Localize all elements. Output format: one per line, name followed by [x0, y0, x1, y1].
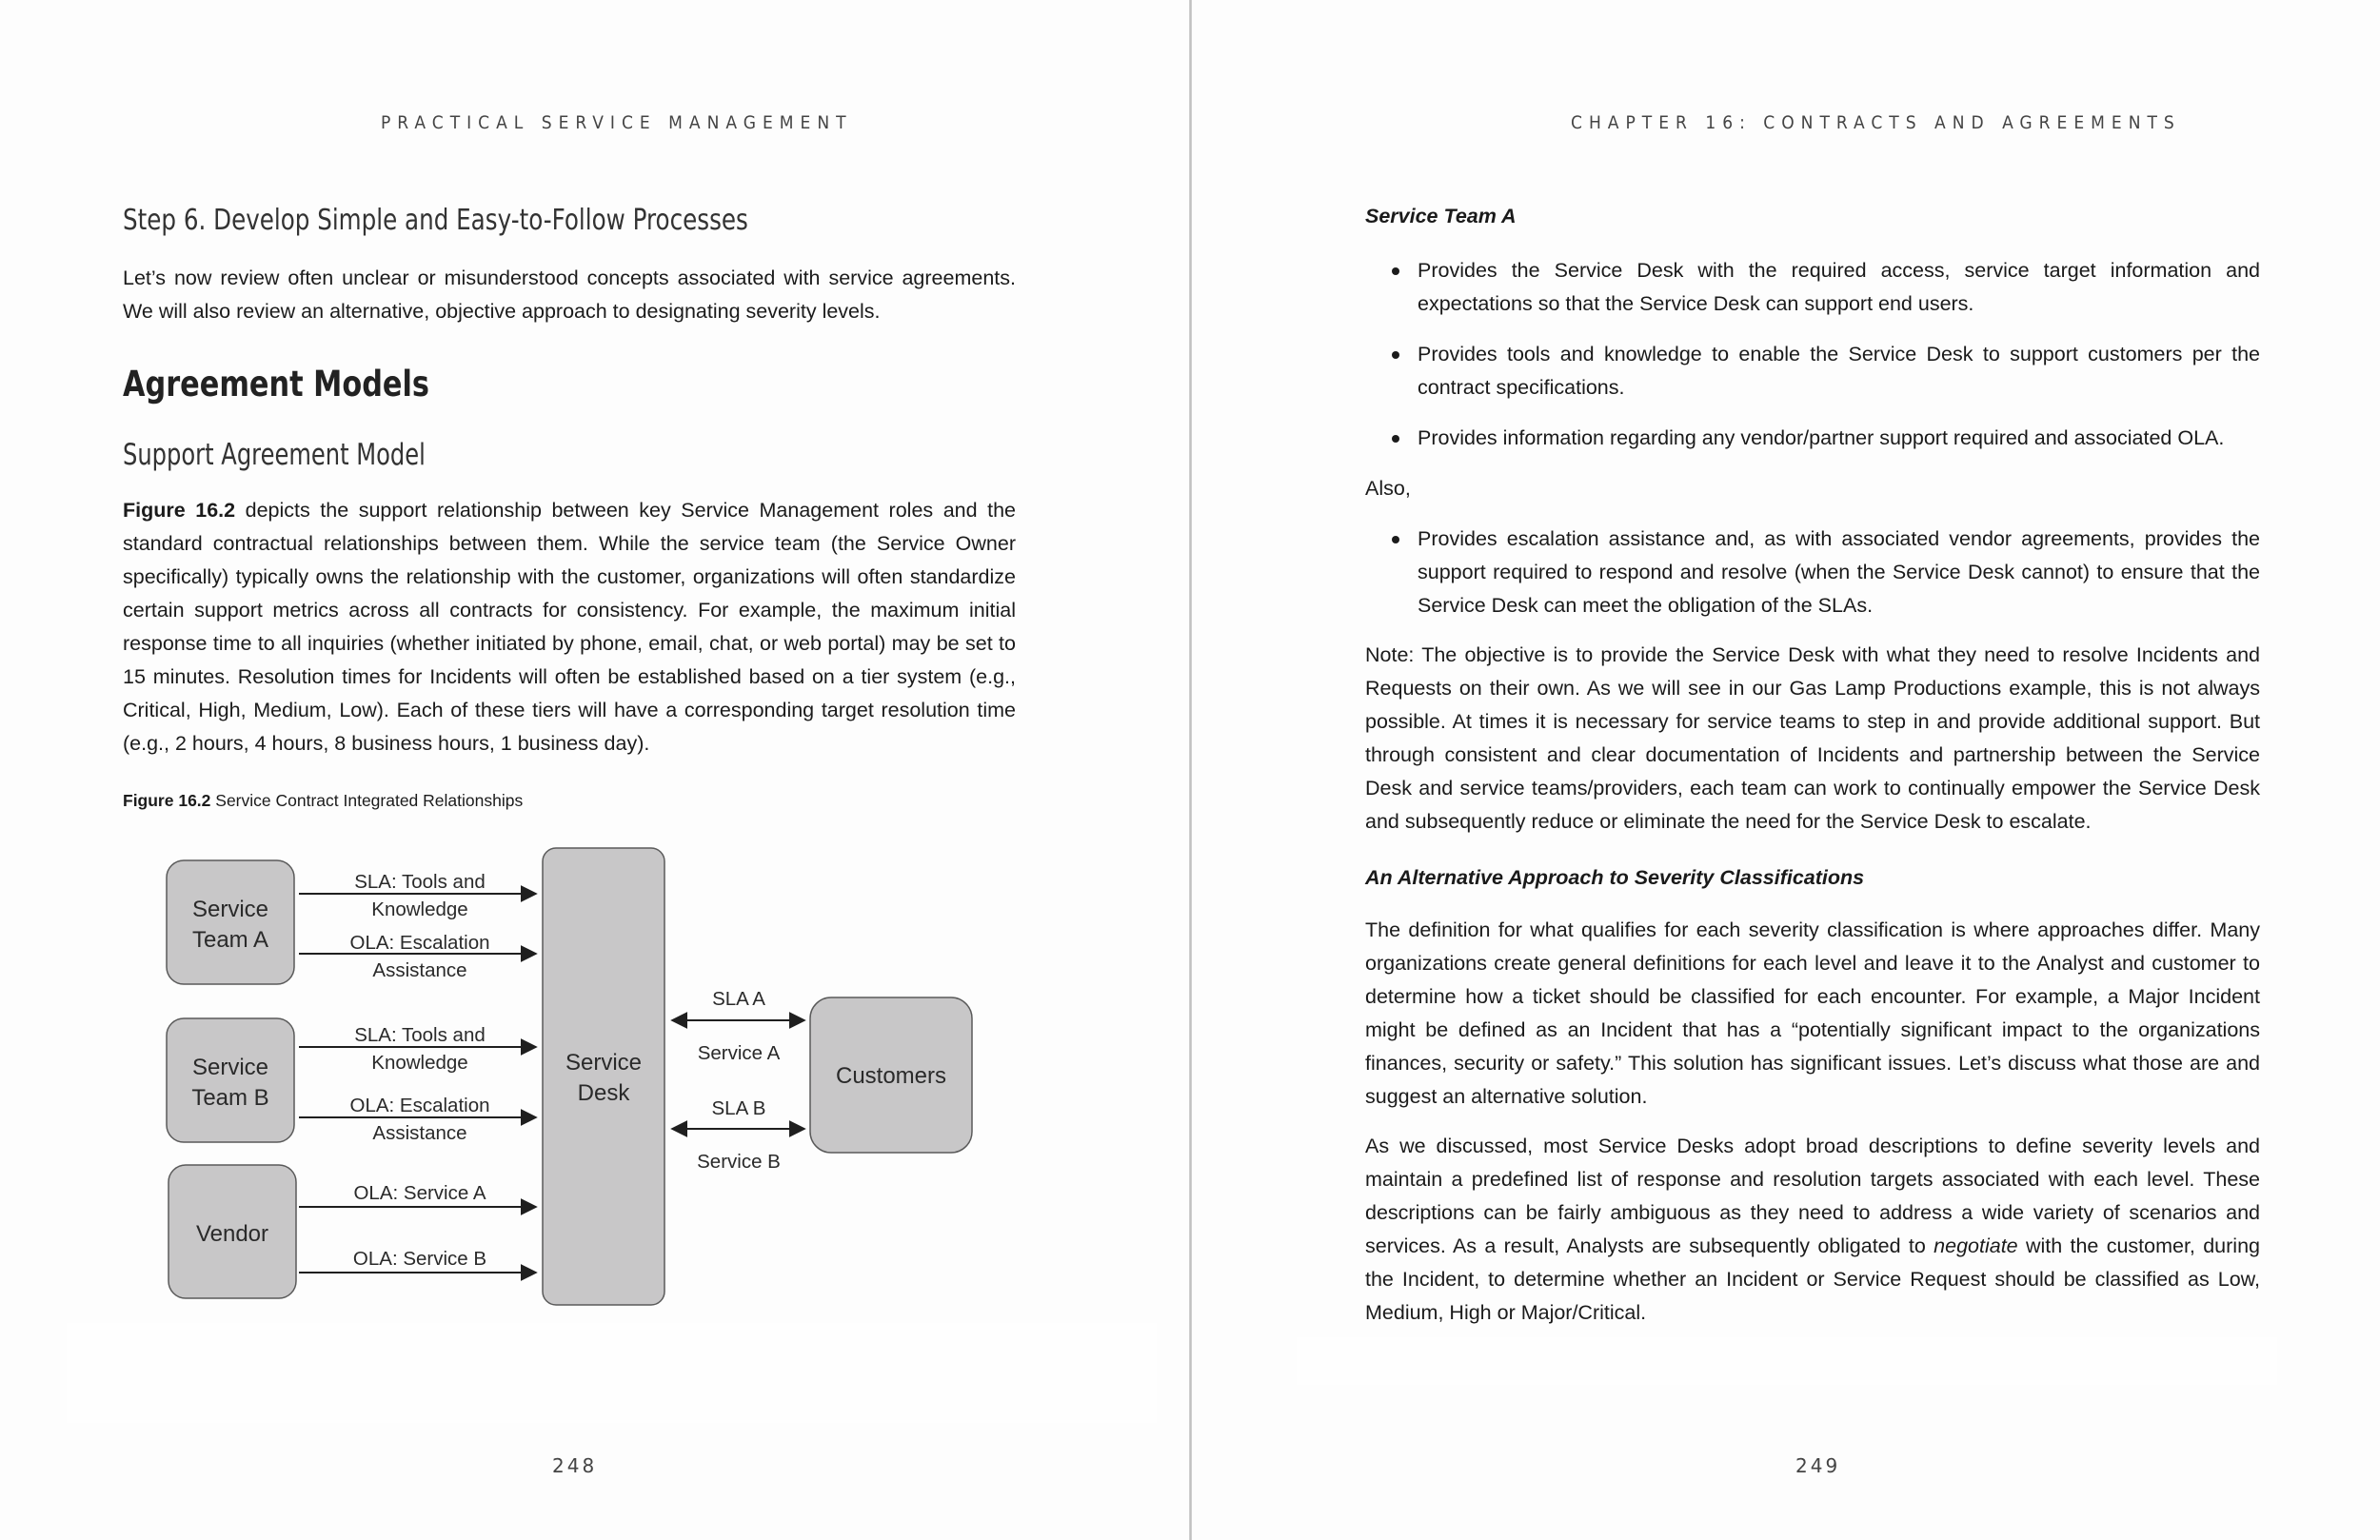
- section-heading: Agreement Models: [123, 364, 429, 405]
- customers-box: [810, 997, 972, 1153]
- service-contract-diagram: [162, 845, 981, 1321]
- intro-block: [123, 262, 1016, 328]
- team-b-label-1: Service: [191, 1055, 269, 1080]
- desk-label-1: Service: [565, 1050, 643, 1076]
- sla-b-label: SLA B: [711, 1097, 766, 1119]
- team-a-box: [167, 860, 294, 984]
- alt-heading-block: [1365, 866, 2127, 890]
- running-head-right: CHAPTER 16: CONTRACTS AND AGREEMENTS: [1571, 112, 2181, 133]
- team-a-label-2: Team A: [191, 927, 269, 953]
- figure-caption-block: [123, 791, 789, 811]
- bullet-list-1: [1365, 254, 2260, 472]
- discussion-emphasis: negotiate: [1934, 1234, 2018, 1257]
- footer-band-right: [1297, 1337, 2277, 1385]
- discussion-text-1: As we discussed, most Service Desks adopt broad descriptions to define severity levels and maintain a predefined list of response and resolution targets associated with each level. These descriptions can be fairly ambiguous as they need to address a wide variety of scenarios and services. As a result, Analysts are subsequently obligated to: [1365, 1135, 2260, 1257]
- discussion-text-2: with the customer, during the Incident, to determine whether an Incident or Service Request should be classified as Low, Medium, High or Major/Critical.: [1365, 1234, 2260, 1324]
- team-b-ola-label-2: Assistance: [372, 1122, 467, 1144]
- vendor-ola-a-label: OLA: Service A: [353, 1182, 486, 1204]
- bullet-item: Provides tools and knowledge to enable the Service Desk to support customers per the contract specifications.: [1365, 338, 2260, 405]
- team-b-sla-label-1: SLA: Tools and: [354, 1024, 486, 1046]
- team-a-ola-label-2: Assistance: [372, 959, 467, 981]
- note-paragraph: Note: The objective is to provide the Service Desk with what they need to resolve Incidents and Requests on their own. As we will see in our Gas Lamp Productions example, this is not always possible. At times it is necessary for service teams to step in and provide additional support. But through consistent and clear documentation of Incidents and partnership between the Service Desk and service teams/providers, each team can work to continually empower the Service Desk and subsequently reduce or eliminate the need for the Service Desk to escalate.: [1365, 643, 2260, 833]
- team-b-ola-label-1: OLA: Escalation: [349, 1095, 490, 1116]
- section-heading-block: [123, 364, 694, 405]
- definition-block: [1365, 914, 2260, 1114]
- body-paragraph: [123, 494, 1016, 760]
- customers-label: Customers: [835, 1063, 947, 1089]
- figure-caption-text: Service Contract Integrated Relationships: [210, 791, 524, 810]
- also-block: [1365, 472, 1746, 505]
- bullet-item: Provides information regarding any vendor/partner support required and associated OLA.: [1365, 422, 2260, 455]
- team-a-sla-label-2: Knowledge: [371, 898, 468, 920]
- figure-reference: Figure 16.2: [123, 499, 236, 522]
- alt-heading: An Alternative Approach to Severity Classifications: [1365, 866, 1865, 889]
- service-a-label: Service A: [697, 1042, 781, 1064]
- bullet-list-2: [1365, 523, 2260, 640]
- figure-caption: [123, 791, 789, 811]
- discussion-block: [1365, 1130, 2260, 1330]
- discussion-paragraph: [1365, 1130, 2260, 1330]
- bullet-item: Provides escalation assistance and, as with associated vendor agreements, provides the support required to respond and resolve (when the Service Desk cannot) to ensure that the Service Desk can meet the obligation of the SLAs.: [1365, 523, 2260, 622]
- note-block: [1365, 639, 2260, 839]
- team-a-ola-label-1: OLA: Escalation: [349, 932, 490, 954]
- team-b-label-2: Team B: [191, 1085, 269, 1111]
- sub-heading-block: [123, 438, 694, 472]
- team-b-sla-label-2: Knowledge: [371, 1052, 468, 1074]
- team-b-box: [167, 1018, 294, 1142]
- vendor-ola-b-label: OLA: Service B: [352, 1248, 487, 1270]
- service-desk-box: [543, 848, 664, 1305]
- also-text: Also,: [1365, 477, 1411, 500]
- page-number-right: 249: [1795, 1454, 1841, 1477]
- step-heading: Step 6. Develop Simple and Easy-to-Follow Processes: [123, 204, 748, 237]
- sub-heading: Support Agreement Model: [123, 438, 426, 472]
- team-heading: Service Team A: [1365, 205, 1517, 227]
- team-heading-block: [1365, 205, 1936, 228]
- step-heading-block: [123, 204, 1037, 237]
- page-number-left: 248: [552, 1454, 598, 1477]
- team-a-label-1: Service: [191, 897, 269, 922]
- team-a-sla-label-1: SLA: Tools and: [354, 871, 486, 893]
- desk-label-2: Desk: [577, 1080, 630, 1106]
- definition-paragraph: The definition for what qualifies for each severity classification is where approaches differ. Many organizations create general definitions for each level and leave it to the Analyst and customer to determine how a ticket should be classified for each encounter. For example, a Major Incident might be defined as an Incident that has a “potentially significant impact to the organizations finances, security or safety.” This solution has significant issues. Let’s discuss what those are and suggest an alternative solution.: [1365, 918, 2260, 1108]
- intro-paragraph: Let’s now review often unclear or misunderstood concepts associated with service agreements. We will also review an alternative, objective approach to designating severity levels.: [123, 267, 1016, 323]
- service-b-label: Service B: [697, 1151, 781, 1173]
- sla-a-label: SLA A: [712, 988, 765, 1010]
- left-page: [0, 0, 1189, 1540]
- figure-caption-label: Figure 16.2: [123, 791, 211, 810]
- footer-band-left: [67, 1323, 1157, 1423]
- vendor-box: [169, 1165, 296, 1298]
- bullet-item: Provides the Service Desk with the required access, service target information and expectations so that the Service Desk can support end users.: [1365, 254, 2260, 321]
- body-text: depicts the support relationship between key Service Management roles and the standard contractual relationships between them. While the service team (the Service Owner specifically) typically owns the relationship with the customer, organizations will often standardize certain support metrics across all contracts for consistency. For example, the maximum initial response time to all inquiries (whether initiated by phone, email, chat, or web portal) may be set to 15 minutes. Resolution times for Incidents will often be established based on a tier system (e.g., Critical, High, Medium, Low). Each of these tiers will have a corresponding target resolution time (e.g., 2 hours, 4 hours, 8 business hours, 1 business day).: [123, 499, 1016, 755]
- vendor-label: Vendor: [195, 1221, 269, 1247]
- running-head-left: PRACTICAL SERVICE MANAGEMENT: [381, 112, 853, 133]
- body-block: [123, 494, 1016, 760]
- right-page: [1192, 0, 2380, 1540]
